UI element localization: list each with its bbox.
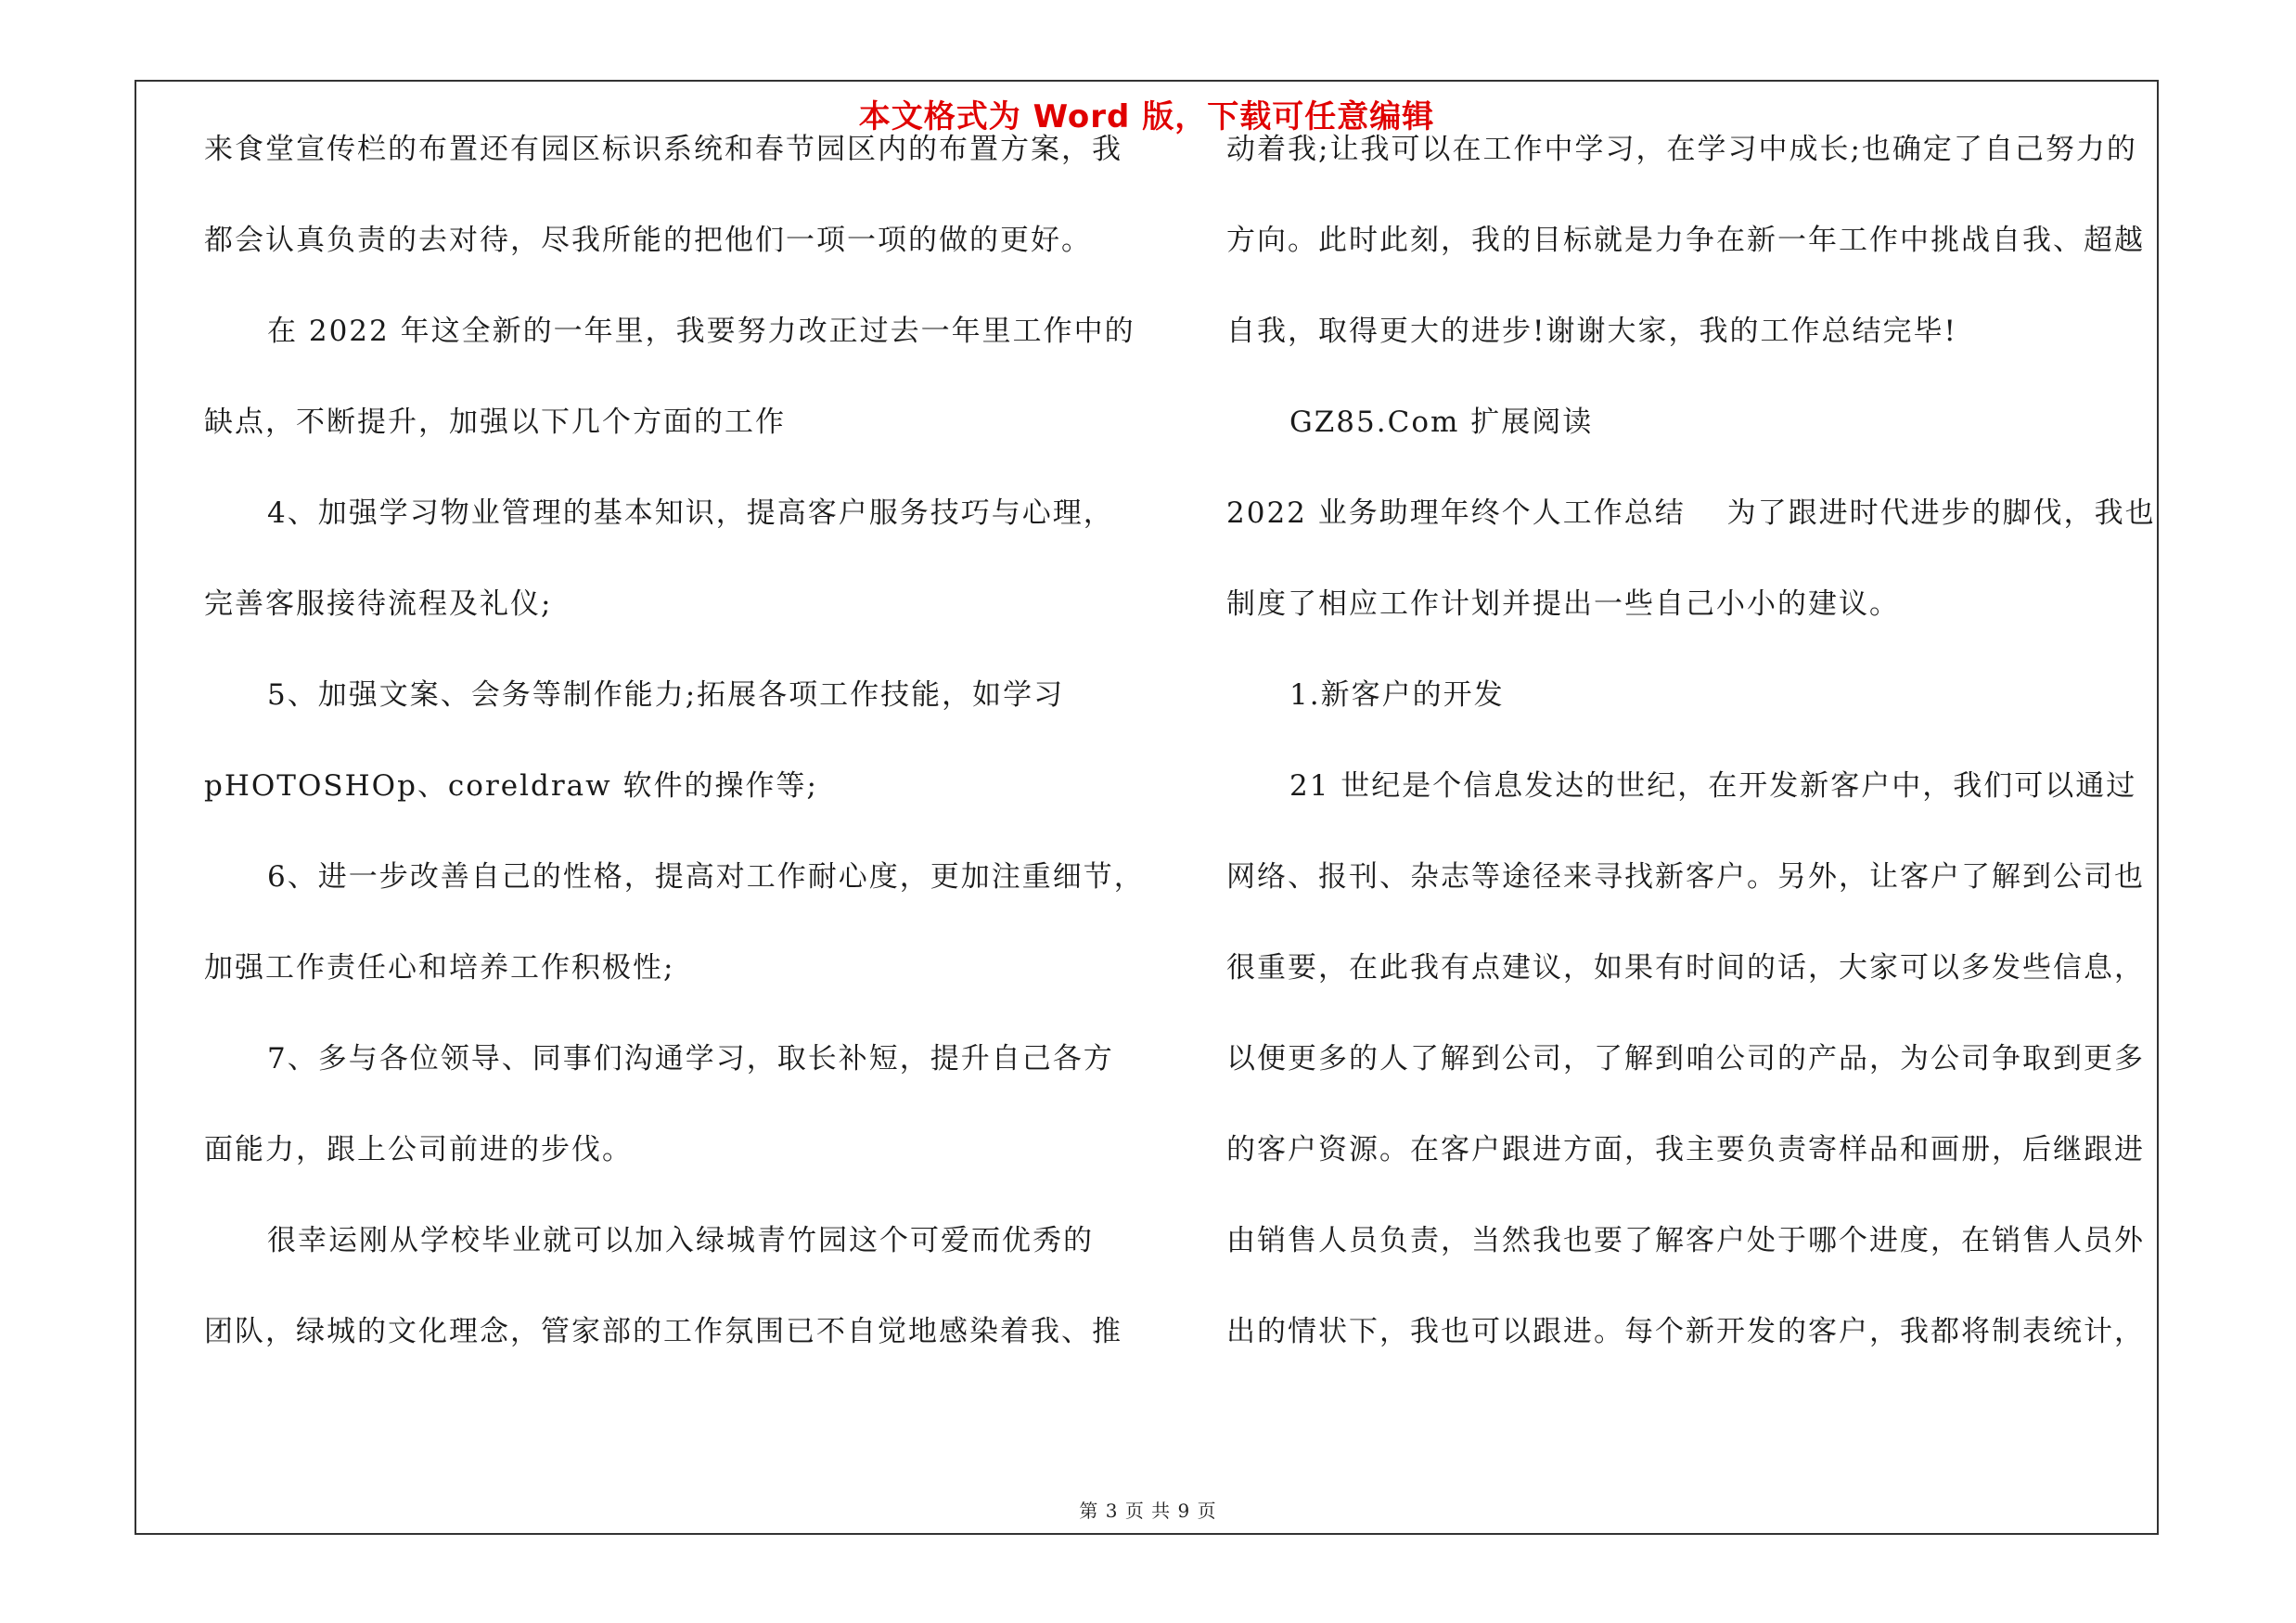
- text-line: 都会认真负责的去对待，尽我所能的把他们一项一项的做的更好。: [204, 224, 1092, 257]
- text-line: 出的情状下，我也可以跟进。每个新开发的客户，我都将制表统计，: [1226, 1315, 2145, 1348]
- text-line: 很重要，在此我有点建议，如果有时间的话，大家可以多发些信息，: [1226, 951, 2145, 985]
- list-item-5: 5、加强文案、会务等制作能力;拓展各项工作技能，如学习: [267, 678, 1065, 712]
- text-line: 制度了相应工作计划并提出一些自己小小的建议。: [1226, 587, 1900, 621]
- text-line: 的客户资源。在客户跟进方面，我主要负责寄样品和画册，后继跟进: [1226, 1133, 2145, 1166]
- text-line: 动着我;让我可以在工作中学习，在学习中成长;也确定了自己努力的: [1226, 133, 2137, 166]
- extended-reading-heading: GZ85.Com 扩展阅读: [1289, 406, 1594, 439]
- text-line: 自我，取得更大的进步!谢谢大家，我的工作总结完毕!: [1226, 315, 1957, 348]
- paragraph-start-line: 在 2022 年这全新的一年里，我要努力改正过去一年里工作中的: [267, 315, 1135, 348]
- text-line: 以便更多的人了解到公司，了解到咱公司的产品，为公司争取到更多: [1226, 1042, 2145, 1076]
- text-line: 由销售人员负责，当然我也要了解客户处于哪个进度，在销售人员外: [1226, 1224, 2145, 1257]
- page-number-footer: 第 3 页 共 9 页: [1079, 1500, 1217, 1522]
- right-text-column: [1226, 104, 2154, 1377]
- format-notice-banner: 本文格式为 Word 版，下载可任意编辑: [858, 98, 1435, 135]
- list-item-6: 6、进一步改善自己的性格，提高对工作耐心度，更加注重细节，: [267, 860, 1145, 894]
- text-line: 来食堂宣传栏的布置还有园区标识系统和春节园区内的布置方案，我: [204, 133, 1122, 166]
- text-line: 缺点，不断提升，加强以下几个方面的工作: [204, 406, 786, 439]
- section-heading-new-clients: 1.新客户的开发: [1289, 678, 1505, 712]
- text-line: 完善客服接待流程及礼仪;: [204, 587, 553, 621]
- list-item-4: 4、加强学习物业管理的基本知识，提高客户服务技巧与心理，: [267, 496, 1114, 530]
- list-item-7: 7、多与各位领导、同事们沟通学习，取长补短，提升自己各方: [267, 1042, 1114, 1076]
- text-line: 网络、报刊、杂志等途径来寻找新客户。另外，让客户了解到公司也: [1226, 860, 2145, 894]
- paragraph-start-line: 21 世纪是个信息发达的世纪，在开发新客户中，我们可以通过: [1289, 769, 2137, 803]
- text-line: 团队，绿城的文化理念，管家部的工作氛围已不自觉地感染着我、推: [204, 1315, 1122, 1348]
- text-line: pHOTOSHOp、coreldraw 软件的操作等;: [204, 769, 818, 803]
- text-line: 方向。此时此刻，我的目标就是力争在新一年工作中挑战自我、超越: [1226, 224, 2145, 257]
- paragraph-start-line: 很幸运刚从学校毕业就可以加入绿城青竹园这个可爱而优秀的: [267, 1224, 1094, 1257]
- text-line: 加强工作责任心和培养工作积极性;: [204, 951, 675, 985]
- article-title-line: 2022 业务助理年终个人工作总结 为了跟进时代进步的脚伐，我也: [1226, 496, 2156, 530]
- left-text-column: [204, 104, 1178, 1377]
- text-line: 面能力，跟上公司前进的步伐。: [204, 1133, 633, 1166]
